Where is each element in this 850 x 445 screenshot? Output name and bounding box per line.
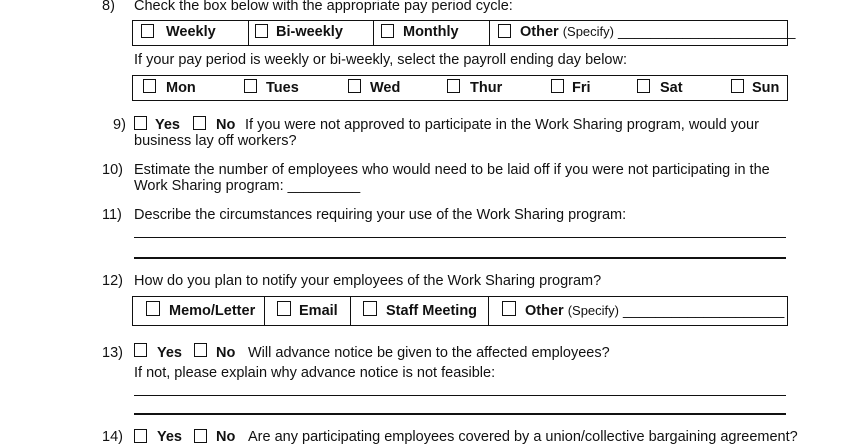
question-10-text-line1: Estimate the number of employees who would need to be laid off if you were not participating in the	[134, 162, 770, 178]
tues-label: Tues	[266, 80, 299, 96]
question-12-number: 12)	[102, 273, 123, 289]
other-notify-label-group	[525, 303, 784, 319]
other-pay-label: Other	[520, 24, 559, 40]
mon-checkbox[interactable]	[143, 79, 156, 93]
weekly-label: Weekly	[166, 24, 216, 40]
q13-answer-line-2[interactable]	[134, 413, 786, 415]
q13-yes-label: Yes	[157, 345, 182, 361]
question-8-number: 8)	[102, 0, 115, 14]
thur-checkbox[interactable]	[447, 79, 460, 93]
fri-checkbox[interactable]	[551, 79, 564, 93]
q11-answer-line-1[interactable]	[134, 237, 786, 238]
wed-label: Wed	[370, 80, 401, 96]
question-8-text: Check the box below with the appropriate pay period cycle:	[134, 0, 513, 14]
fri-label: Fri	[572, 80, 591, 96]
q13-no-checkbox[interactable]	[194, 343, 207, 357]
q14-no-checkbox[interactable]	[194, 429, 207, 443]
question-14-text: Are any participating employees covered by a union/collective bargaining agreement?	[248, 429, 798, 445]
question-9-text-line1: If you were not approved to participate in the Work Sharing program, would your	[245, 117, 759, 133]
biweekly-checkbox[interactable]	[255, 24, 268, 38]
q13-no-label: No	[216, 345, 236, 361]
other-notify-checkbox[interactable]	[502, 301, 516, 316]
question-10-text-line2[interactable]: Work Sharing program: _________	[134, 178, 361, 194]
other-notify-label: Other	[525, 303, 564, 319]
email-checkbox[interactable]	[277, 301, 291, 316]
question-14-number: 14)	[102, 429, 123, 445]
q13-answer-line-1[interactable]	[134, 395, 786, 396]
monthly-checkbox[interactable]	[381, 24, 394, 38]
question-9-text-line2: business lay off workers?	[134, 133, 297, 149]
q14-yes-checkbox[interactable]	[134, 429, 147, 443]
question-13-number: 13)	[102, 345, 123, 361]
sat-label: Sat	[660, 80, 683, 96]
sun-label: Sun	[752, 80, 780, 96]
monthly-label: Monthly	[403, 24, 459, 40]
q9-yes-checkbox[interactable]	[134, 116, 147, 130]
q11-answer-line-2[interactable]	[134, 257, 786, 259]
sat-checkbox[interactable]	[637, 79, 650, 93]
other-notify-specify: (Specify)	[567, 303, 619, 318]
weekly-checkbox[interactable]	[141, 24, 154, 38]
q9-yes-label: Yes	[155, 117, 180, 133]
q13-yes-checkbox[interactable]	[134, 343, 147, 357]
sun-checkbox[interactable]	[731, 79, 744, 93]
other-notify-specify-line[interactable]: ____________________	[623, 303, 785, 319]
wed-checkbox[interactable]	[348, 79, 361, 93]
memo-letter-checkbox[interactable]	[146, 301, 160, 316]
question-12-text: How do you plan to notify your employees of the Work Sharing program?	[134, 273, 602, 289]
payroll-day-table	[132, 75, 788, 101]
q14-yes-label: Yes	[157, 429, 182, 445]
email-label: Email	[299, 303, 338, 319]
other-pay-specify: (Specify)	[562, 24, 614, 39]
thur-label: Thur	[470, 80, 503, 96]
q9-no-label: No	[216, 117, 236, 133]
question-13-text-line2: If not, please explain why advance notice is not feasible:	[134, 365, 496, 381]
biweekly-label: Bi-weekly	[276, 24, 343, 40]
question-11-number: 11)	[102, 207, 122, 223]
staff-meeting-label: Staff Meeting	[386, 303, 478, 319]
q14-no-label: No	[216, 429, 236, 445]
other-pay-checkbox[interactable]	[498, 24, 511, 38]
mon-label: Mon	[166, 80, 196, 96]
question-9-number: 9)	[113, 117, 126, 133]
payroll-day-instruction: If your pay period is weekly or bi-weekly, select the payroll ending day below:	[134, 52, 627, 68]
other-pay-label-group	[520, 24, 795, 40]
question-10-number: 10)	[102, 162, 123, 178]
tues-checkbox[interactable]	[244, 79, 257, 93]
memo-letter-label: Memo/Letter	[169, 303, 256, 319]
staff-meeting-checkbox[interactable]	[363, 301, 377, 316]
question-13-text-line1: Will advance notice be given to the affected employees?	[248, 345, 610, 361]
other-pay-specify-line[interactable]: ______________________	[618, 24, 796, 40]
q9-no-checkbox[interactable]	[193, 116, 206, 130]
question-11-text: Describe the circumstances requiring your use of the Work Sharing program:	[134, 207, 627, 223]
